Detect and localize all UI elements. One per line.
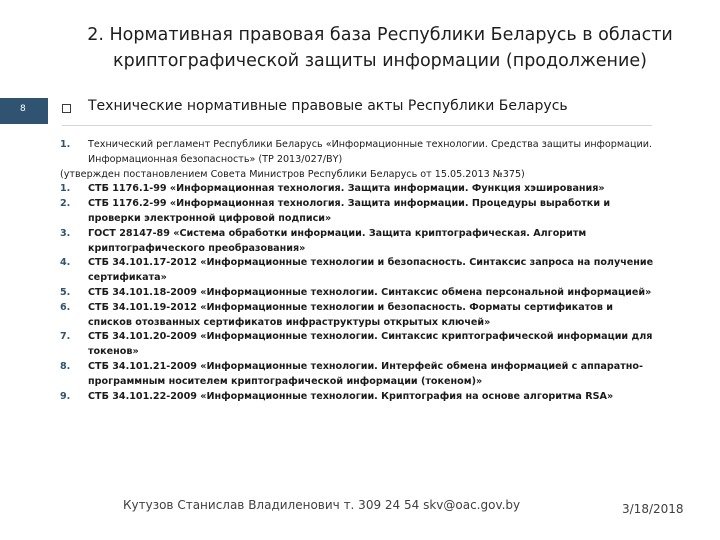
list-item-text: СТБ 34.101.21-2009 «Информационные технологии. Интерфейс обмена информацией с аппаратно-программным носителем криптографической информации (токеном)»: [88, 360, 643, 387]
list-item-text: СТБ 1176.2-99 «Информационная технология. Защита информации. Процедуры выработки и проверки электронной цифровой подписи»: [88, 198, 611, 224]
list-item-number: 1.: [60, 139, 71, 150]
list-item-text: СТБ 34.101.20-2009 «Информационные технологии. Синтаксис криптографической информации для токенов»: [88, 331, 653, 358]
list-item-number: 5.: [60, 286, 71, 298]
list-item-number: 4.: [60, 257, 71, 269]
list-item-text: ГОСТ 28147-89 «Система обработки информации. Защита криптографическая. Алгоритм криптографического преобразования»: [88, 227, 587, 254]
section-subheader: Технические нормативные правовые акты Республики Беларусь: [88, 98, 568, 114]
list-item-number: 3.: [60, 227, 71, 239]
list-item-number: 7.: [60, 331, 71, 343]
slide-title: [60, 22, 700, 74]
list-item: [60, 360, 660, 390]
slide-title-line-1: 2. Нормативная правовая база Республики Беларусь в области: [87, 25, 673, 45]
list-item-text: СТБ 34.101.18-2009 «Информационные технологии. Синтаксис обмена персональной информацией»: [88, 286, 652, 298]
list-item-text: СТБ 34.101.22-2009 «Информационные технологии. Криптография на основе алгоритма RSA»: [88, 390, 614, 402]
list-item-text: СТБ 34.101.17-2012 «Информационные технологии и безопасность. Синтаксис запроса на получение сертификата»: [88, 257, 654, 284]
list-item-text: СТБ 34.101.19-2012 «Информационные технологии и безопасность. Форматы сертификатов и списков отозванных сертификатов инфраструктуры открытых ключей»: [88, 301, 613, 328]
list-item: [60, 301, 660, 331]
approval-note: (утвержден постановлением Совета Министров Республики Беларусь от 15.05.2013 №375): [60, 168, 525, 180]
list-item: [60, 182, 660, 197]
list-item-number: 9.: [60, 390, 71, 402]
square-bullet-icon: [62, 104, 71, 113]
divider: [62, 125, 652, 126]
footer-author: Кутузов Станислав Владиленович т. 309 24 54 skv@oac.gov.by: [123, 498, 521, 512]
list-item: [60, 286, 660, 301]
list-item: [60, 227, 660, 257]
list-item-number: 6.: [60, 301, 71, 313]
list-item: [60, 330, 660, 360]
list-item-text: Технический регламент Республики Беларусь «Информационные технологии. Средства защиты информации. Информационная безопасность» (ТР 2013/027/ВY): [88, 139, 653, 165]
list-item: [60, 256, 660, 286]
list-item-text: СТБ 1176.1-99 «Информационная технология. Защита информации. Функция хэширования»: [88, 183, 605, 195]
list-item: [60, 390, 660, 405]
footer-date: 3/18/2018: [622, 502, 684, 516]
list-item-number: 8.: [60, 360, 71, 372]
document-list: [60, 138, 660, 404]
list-item-number: 1.: [60, 183, 71, 195]
slide-number: 8: [20, 104, 26, 114]
list-item: [60, 138, 660, 168]
list-item: [60, 197, 660, 227]
list-item-number: 2.: [60, 198, 71, 210]
slide-title-line-2: криптографической защиты информации (продолжение): [113, 51, 647, 71]
